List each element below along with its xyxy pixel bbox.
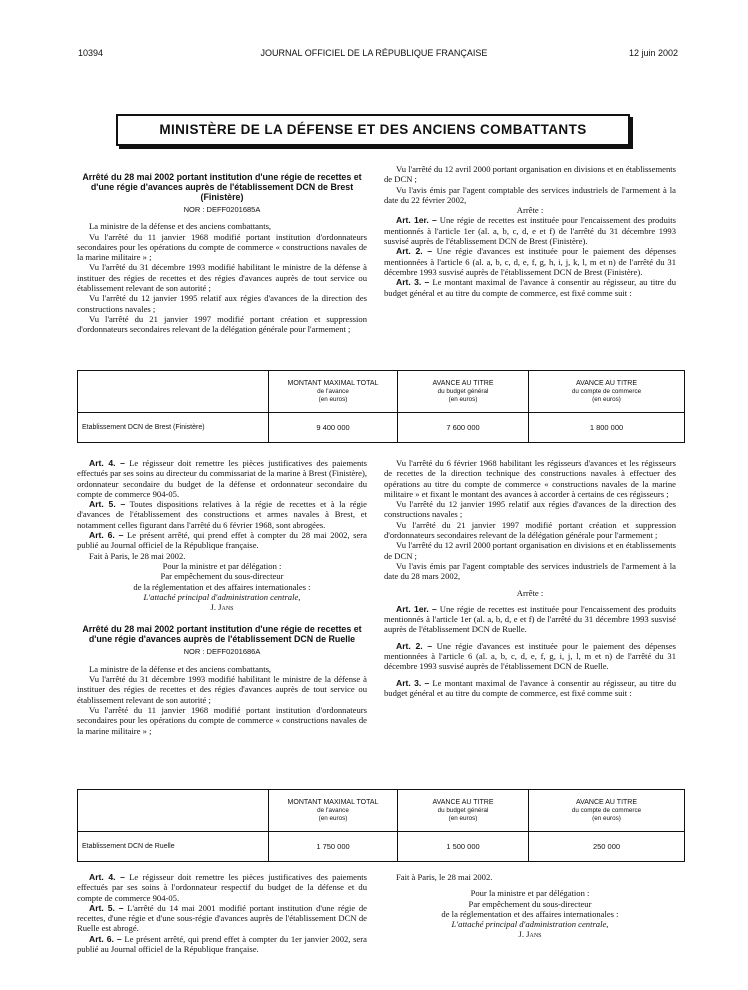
decree2-title: Arrêté du 28 mai 2002 portant institution d'une régie de recettes et d'une régie d'avances auprès de l'établissement DCN de Ruelle — [82, 624, 362, 645]
decree1-article — [77, 458, 367, 499]
article-label: Art. 4. – — [89, 458, 125, 468]
decree1-visa: Vu l'avis émis par l'agent comptable des services industriels de l'armement à la date du 22 février 2002, — [384, 184, 676, 205]
decree1-nor: NOR : DEFF0201685A — [183, 205, 261, 214]
decree1-article — [384, 277, 676, 298]
decree2-done: Fait à Paris, le 28 mai 2002. — [396, 872, 493, 882]
table-header: MONTANT MAXIMAL TOTAL de l'avance (en euros) — [269, 371, 398, 413]
decree2-visa: Vu l'arrêté du 31 décembre 1993 modifié habilitant le ministre de la défense à instituer des régies de recettes et des régies d'avances auprès de tout service ou établissement relevant de son autorité ; — [77, 674, 367, 705]
decree1-visa: Vu l'arrêté du 21 janvier 1997 modifié portant création et suppression d'ordonnateurs secondaires relevant de la délégation générale pour l'armement ; — [77, 313, 367, 335]
article-text: Le régisseur doit remettre les pièces justificatives des paiements effectués par ses soins au directeur du commissariat de la marine à Brest (Finistère), ordonnateur secondaire du budget de la défense et ordonnateur secondaire du compte de commerce 904-05. — [77, 458, 368, 499]
left-column-lower — [77, 458, 367, 736]
decree1-signature: Par empêchement du sous-directeur — [160, 571, 284, 582]
decree2-signature: Pour la ministre et par délégation : — [470, 888, 590, 899]
table-empty-cell — [78, 371, 269, 413]
decree2-visa: Vu l'arrêté du 6 février 1968 habilitant les régisseurs d'avances et les régisseurs de recettes de la direction technique des constructions navales à effectuer des opérations au titre du compte de commerce « constructions navales de la marine militaire » et fixant le montant des avances à accorder à certains de ces régisseurs ; — [384, 458, 676, 499]
decree1-right-column — [384, 164, 676, 298]
article-text: Une régie d'avances est instituée pour le paiement des dépenses mentionnées à l'article 6 (al. a, b, c, d, e, f, g, h, i, j, k, l, m et n) de l'arrêté du 31 décembre 1993 susvisé auprès de l'établissement DCN de Brest (Finistère). — [384, 246, 676, 277]
article-text: Le montant maximal de l'avance à consentir au régisseur, au titre du budget général et au titre du compte de commerce, est fixé comme suit : — [384, 277, 676, 298]
decree2-article — [77, 934, 367, 955]
table-cell: 7 600 000 — [398, 413, 529, 443]
table-cell: 1 500 000 — [398, 832, 529, 862]
article-text: Le présent arrêté, qui prend effet à compter du 1er janvier 2002, sera publié au Journal officiel de la République française. — [77, 933, 367, 955]
decree1-visa: Vu l'arrêté du 11 janvier 1968 modifié portant institution d'ordonnateurs secondaires pour les opérations du compte de commerce « constructions navales de la marine militaire » ; — [77, 231, 367, 263]
decree2-signature: Par empêchement du sous-directeur — [468, 898, 592, 909]
article-text: Le présent arrêté, qui prend effet à compter du 28 mai 2002, sera publié au Journal officiel de la République française. — [77, 530, 367, 551]
decree1-left-column — [77, 172, 367, 335]
table-cell: 1 800 000 — [529, 413, 685, 443]
article-label: Art. 1er. – — [396, 603, 437, 614]
decree2-advance-table — [77, 789, 685, 862]
decree2-signature-role: L'attaché principal d'administration centrale, — [451, 919, 609, 930]
table-header: AVANCE AU TITRE du compte de commerce (en euros) — [529, 790, 685, 832]
article-label: Art. 5. – — [89, 902, 124, 913]
decree1-arrete: Arrête : — [516, 205, 544, 216]
decree2-visa: Vu l'arrêté du 11 janvier 1968 modifié portant institution d'ordonnateurs secondaires pour les opérations du compte de commerce « constructions navales de la marine militaire » ; — [77, 704, 367, 736]
decree2-visa: Vu l'avis émis par l'agent comptable des services industriels de l'armement à la date du 28 mars 2002, — [384, 560, 676, 582]
decree1-visa: Vu l'arrêté du 31 décembre 1993 modifié habilitant le ministre de la défense à instituer des régies de recettes et des régies d'avances auprès de tout service ou établissement relevant de son autorité ; — [77, 262, 367, 294]
article-label: Art. 6. – — [89, 933, 122, 944]
decree1-signature: de la réglementation et des affaires internationales : — [133, 581, 311, 592]
decree1-intro: La ministre de la défense et des anciens combattants, — [89, 221, 272, 232]
decree2-arrete: Arrête : — [516, 587, 544, 598]
journal-title: JOURNAL OFFICIEL DE LA RÉPUBLIQUE FRANÇAISE — [260, 48, 488, 58]
article-label: Art. 6. – — [89, 530, 124, 541]
article-label: Art. 3. – — [396, 677, 430, 688]
decree2-visa: Vu l'arrêté du 21 janvier 1997 modifié portant création et suppression d'ordonnateurs secondaires relevant de la délégation générale pour l'armement ; — [384, 519, 676, 541]
article-text: Une régie de recettes est instituée pour l'encaissement des produits mentionnés à l'article 1er (al. a, b, c, d, e et f) de l'arrêté du 31 décembre 1993 susvisé auprès de l'établissement DCN de Brest (Finistère). — [384, 215, 677, 247]
article-label: Art. 1er. – — [396, 215, 437, 226]
decree2-left-bottom — [77, 872, 367, 954]
decree1-visa: Vu l'arrêté du 12 avril 2000 portant organisation en divisions et en établissements de DCN ; — [384, 164, 676, 185]
table-row — [78, 413, 685, 443]
table-row-label: Etablissement DCN de Ruelle — [78, 832, 269, 862]
decree2-nor: NOR : DEFF0201686A — [183, 647, 261, 657]
article-label: Art. 2. – — [396, 640, 433, 651]
decree2-visa: Vu l'arrêté du 12 janvier 1995 relatif aux régies d'avances de la direction des constructions navales ; — [384, 499, 676, 520]
ministry-banner: MINISTÈRE DE LA DÉFENSE ET DES ANCIENS COMBATTANTS — [116, 114, 630, 146]
decree2-article — [384, 604, 676, 635]
decree1-article — [77, 530, 367, 551]
decree2-article — [384, 678, 676, 699]
decree1-visa: Vu l'arrêté du 12 janvier 1995 relatif aux régies d'avances de la direction des constructions navales ; — [77, 293, 367, 314]
article-label: Art. 4. – — [89, 872, 125, 882]
page-number: 10394 — [78, 48, 104, 58]
decree2-right-column — [384, 458, 676, 698]
article-label: Art. 5. – — [89, 499, 126, 510]
decree2-intro: La ministre de la défense et des anciens combattants, — [89, 663, 272, 674]
article-text: L'arrêté du 14 mai 2001 modifié portant institution d'une régie de recettes, d'une régie et d'une sous-régie d'avances auprès de l'établissement DCN de Ruelle est abrogé. — [77, 902, 367, 934]
decree1-advance-table — [77, 370, 685, 443]
decree1-title: Arrêté du 28 mai 2002 portant institution d'une régie de recettes et d'une régie d'avances auprès de l'établissement DCN de Brest (Finistère) — [82, 172, 362, 202]
article-text: Le régisseur doit remettre les pièces justificatives des paiements effectués par ses soins à l'ordonnateur respectif du budget de la défense et du compte de commerce 904-05. — [77, 872, 368, 903]
decree2-article — [77, 872, 367, 903]
decree1-article — [384, 215, 676, 246]
decree2-signature-name: J. Jans — [518, 929, 542, 940]
table-header: AVANCE AU TITRE du budget général (en euros) — [398, 790, 529, 832]
table-header: AVANCE AU TITRE du budget général (en euros) — [398, 371, 529, 413]
issue-date: 12 juin 2002 — [628, 48, 678, 58]
table-cell: 250 000 — [529, 832, 685, 862]
table-cell: 1 750 000 — [269, 832, 398, 862]
article-label: Art. 2. – — [396, 246, 433, 257]
table-row — [78, 832, 685, 862]
table-header: MONTANT MAXIMAL TOTAL de l'avance (en euros) — [269, 790, 398, 832]
decree2-article — [77, 903, 367, 934]
article-text: Une régie d'avances est instituée pour le paiement des dépenses mentionnées à l'article 6 (al. a, b, c, d, e, f, g, i, j, l, m et n) de l'arrêté du 31 décembre 1993 susvisé auprès de l'établissement DCN de Ruelle. — [384, 640, 676, 672]
decree1-signature-role: L'attaché principal d'administration centrale, — [143, 591, 301, 602]
decree1-done: Fait à Paris, le 28 mai 2002. — [89, 550, 186, 561]
decree2-visa: Vu l'arrêté du 12 avril 2000 portant organisation en divisions et en établissements de DCN ; — [384, 540, 676, 561]
table-empty-cell — [78, 790, 269, 832]
article-text: Le montant maximal de l'avance à consentir au régisseur, au titre du budget général et au titre du compte de commerce, est fixé comme suit : — [384, 677, 676, 698]
decree1-article — [77, 499, 367, 530]
article-text: Toutes dispositions relatives à la régie de recettes et à la régie d'avances de l'établissement des constructions et armes navales à Brest, et notamment celles figurant dans l'arrêté du 6 février 1968, sont abrogées. — [77, 499, 367, 530]
table-cell: 9 400 000 — [269, 413, 398, 443]
table-row-label: Etablissement DCN de Brest (Finistère) — [78, 413, 269, 443]
decree2-signature: de la réglementation et des affaires internationales : — [441, 908, 619, 919]
article-text: Une régie de recettes est instituée pour l'encaissement des produits mentionnés à l'article 1er (al. a, b, d, e et f) de l'arrêté du 31 décembre 1993 susvisé auprès de l'établissement DCN de Ruelle. — [384, 603, 677, 635]
decree1-article — [384, 246, 676, 277]
decree2-right-bottom — [384, 872, 676, 940]
decree2-article — [384, 641, 676, 672]
table-header: AVANCE AU TITRE du compte de commerce (en euros) — [529, 371, 685, 413]
decree1-signature-name: J. Jans — [210, 602, 234, 613]
decree1-signature: Pour la ministre et par délégation : — [162, 560, 282, 571]
article-label: Art. 3. – — [396, 277, 430, 288]
